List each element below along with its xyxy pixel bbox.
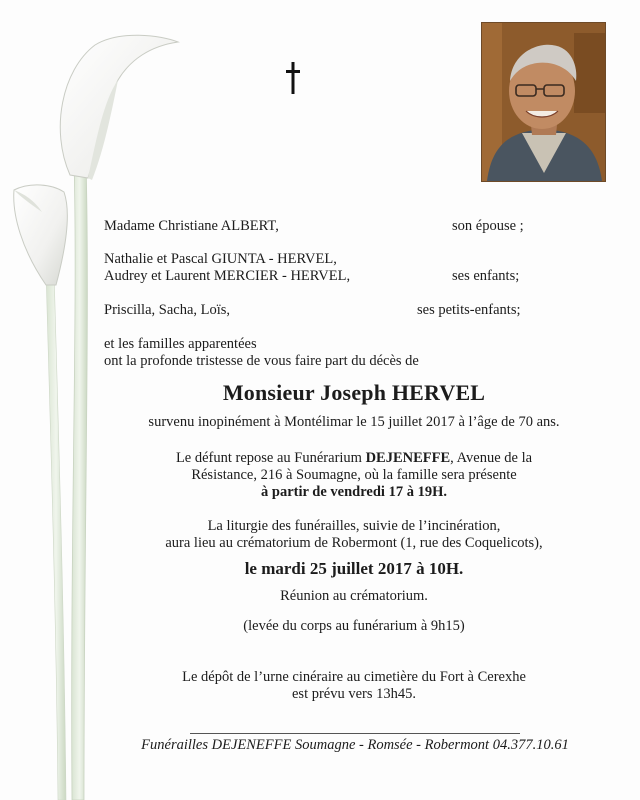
repose-line-2: Résistance, 216 à Soumagne, où la famille sera présente (191, 467, 517, 483)
urn-line-2: est prévu vers 13h45. (291, 686, 417, 702)
grandchildren-names: Priscilla, Sacha, Loïs, (104, 302, 231, 318)
deceased-name: Monsieur Joseph HERVEL (222, 380, 486, 405)
ceremony-levee: (levée du corps au funérarium à 9h15) (243, 618, 465, 634)
ceremony-line-1: La liturgie des funérailles, suivie de l’incinération, (207, 518, 501, 534)
ceremony-meeting: Réunion au crématorium. (280, 588, 428, 604)
ceremony-date: le mardi 25 juillet 2017 à 10H. (244, 559, 464, 578)
children-line-1: Nathalie et Pascal GIUNTA - HERVEL, (104, 251, 337, 267)
ceremony-line-2: aura lieu au crématorium de Robermont (1, rue des Coquelicots), (165, 535, 543, 551)
spouse-name: Madame Christiane ALBERT, (104, 218, 279, 234)
repose-time: à partir de vendredi 17 à 19H. (261, 484, 447, 500)
repose-line-1-b: , Avenue de la (450, 450, 533, 466)
children-role: ses enfants; (452, 268, 520, 284)
relatives-line-2: ont la profonde tristesse de vous faire part du décès de (104, 353, 419, 369)
repose-line-3 (104, 484, 604, 501)
cross-icon (286, 62, 300, 94)
footer-text: Funérailles DEJENEFFE Soumagne - Romsée - Robermont 04.377.10.61 (141, 737, 569, 753)
children-line-2: Audrey et Laurent MERCIER - HERVEL, (104, 268, 351, 284)
relatives-line-1: et les familles apparentées (104, 336, 257, 352)
repose-line-1-a: Le défunt repose au Funérarium (175, 450, 366, 466)
urn-line-1: Le dépôt de l’urne cinéraire au cimetière du Fort à Cerexhe (182, 669, 526, 685)
funeral-home-name: DEJENEFFE (365, 450, 451, 466)
repose-line-1 (104, 450, 604, 467)
spouse-role: son épouse ; (452, 218, 524, 234)
footer-divider (190, 733, 520, 734)
death-notice: survenu inopinément à Montélimar le 15 juillet 2017 à l’âge de 70 ans. (148, 414, 560, 430)
portrait-photo (481, 22, 606, 182)
grandchildren-role: ses petits-enfants; (417, 302, 521, 318)
